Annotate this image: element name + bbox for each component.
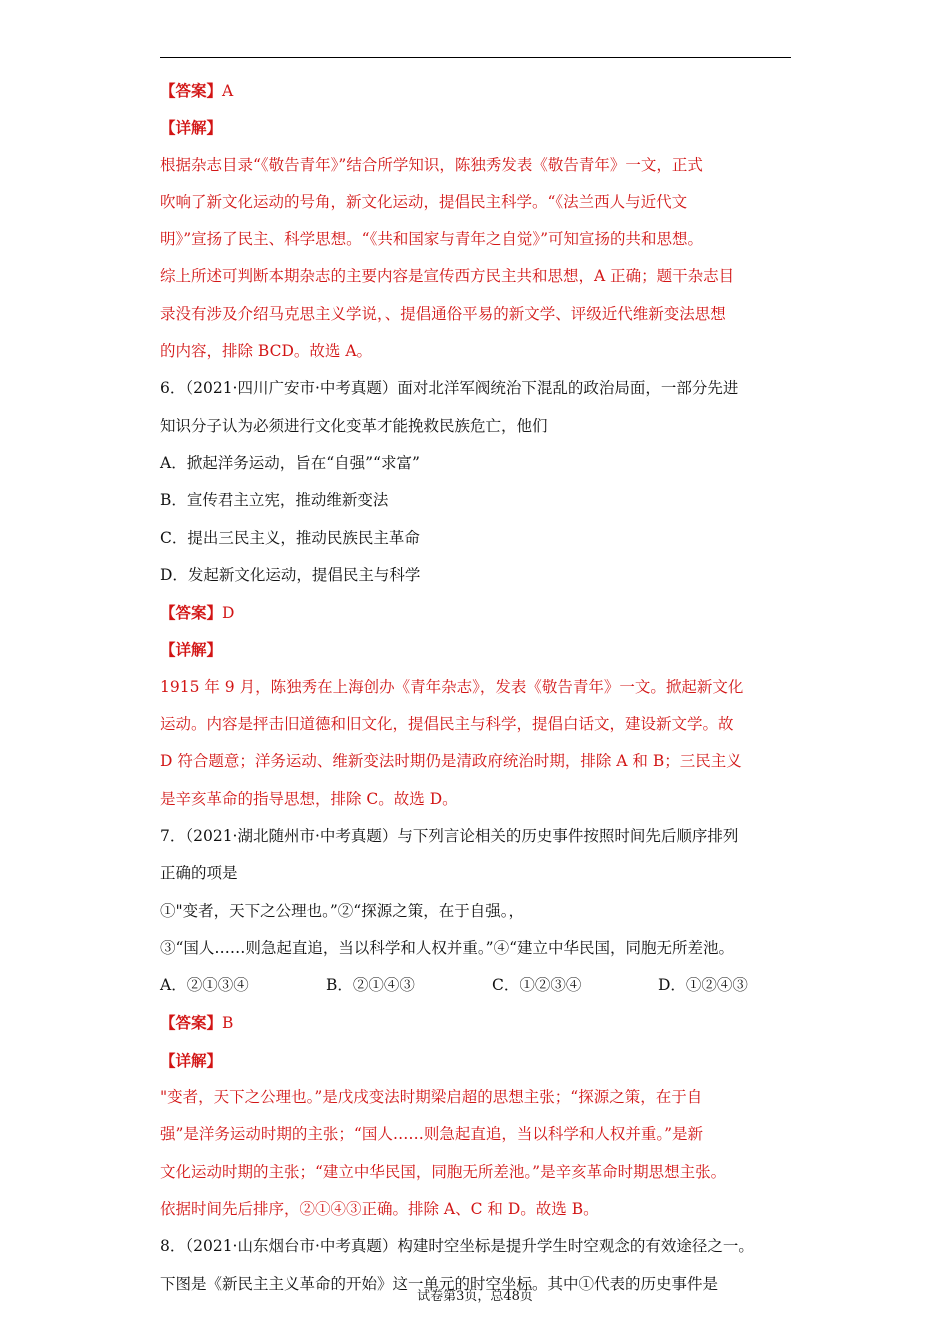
q7-answer <box>160 1004 800 1041</box>
q6-detail-line: 1915 年 9 月，陈独秀在上海创办《青年杂志》，发表《敬告青年》一文。掀起新文化 <box>160 677 744 696</box>
q7-detail-line: 文化运动时期的主张；“建立中华民国，同胞无所差池。”是辛亥革命时期思想主张。 <box>160 1162 727 1181</box>
q6-stem-line: 6．（2021·四川广安市·中考真题）面对北洋军阀统治下混乱的政治局面，一部分先进 <box>160 379 739 398</box>
page-footer: 试卷第3页，总48页 <box>417 1289 533 1304</box>
q5-detail-line: 吹响了新文化运动的号角，新文化运动，提倡民主科学。“《法兰西人与近代文 <box>160 192 688 211</box>
q6-detail-label <box>160 631 800 668</box>
q6-answer <box>160 594 800 631</box>
q7-stem-line: 正确的项是 <box>160 864 238 883</box>
q7-detail-line: 依据时间先后排序，②①④③正确。排除 A、C 和 D。故选 B。 <box>160 1199 599 1218</box>
answer-value: D <box>222 604 235 623</box>
answer-label: 【答案】 <box>160 81 223 100</box>
q7-option-c: C．①②③④ <box>492 976 582 995</box>
q8-stem-line: 8．（2021·山东烟台市·中考真题）构建时空坐标是提升学生时空观念的有效途径之一。 <box>160 1237 754 1256</box>
q8-stem-line: 下图是《新民主主义革命的开始》这一单元的时空坐标。其中①代表的历史事件是 <box>160 1274 719 1293</box>
q5-answer <box>160 72 800 109</box>
q6-detail-line: 是辛亥革命的指导思想，排除 C。故选 D。 <box>160 789 458 808</box>
q6-option-c: C．提出三民主义，推动民族民主革命 <box>160 528 420 547</box>
q7-detail-line: "变者，天下之公理也。”是戊戌变法时期梁启超的思想主张；“探源之策，在于自 <box>160 1088 703 1107</box>
q6-stem-line: 知识分子认为必须进行文化变革才能挽救民族危亡，他们 <box>160 416 548 435</box>
q6-option-a: A．掀起洋务运动，旨在“自强”“求富” <box>160 453 420 472</box>
header-rule <box>160 57 791 58</box>
q5-detail-line: 的内容，排除 BCD。故选 A。 <box>160 342 373 361</box>
q5-detail-line: 录没有涉及介绍马克思主义学说，、提倡通俗平易的新文学、评级近代维新变法思想 <box>160 304 726 323</box>
page-content <box>160 72 800 1303</box>
q5-detail-label <box>160 109 800 146</box>
q7-option-b: B．②①④③ <box>326 976 415 995</box>
detail-label: 【详解】 <box>160 1050 223 1070</box>
q7-stem-line: ①"变者，天下之公理也。”②“探源之策，在于自强。， <box>160 901 524 920</box>
answer-label: 【答案】 <box>160 1013 223 1033</box>
answer-value: B <box>222 1014 234 1033</box>
q5-detail-line: 根据杂志目录“《敬告青年》”结合所学知识，陈独秀发表《敬告青年》一文，正式 <box>160 155 703 174</box>
q5-detail-line: 明》”宣扬了民主、科学思想。“《共和国家与青年之自觉》”可知宣扬的共和思想。 <box>160 230 704 249</box>
q6-detail-line: D 符合题意；洋务运动、维新变法时期仍是清政府统治时期，排除 A 和 B；三民主义 <box>160 752 742 771</box>
q7-options <box>160 967 800 1004</box>
q7-option-a: A．②①③④ <box>160 976 249 995</box>
q7-stem-line: ③“国人……则急起直追，当以科学和人权并重。”④“建立中华民国，同胞无所差池。 <box>160 938 735 957</box>
detail-label: 【详解】 <box>160 118 223 138</box>
detail-label: 【详解】 <box>160 640 223 660</box>
q6-detail-line: 运动。内容是抨击旧道德和旧文化，提倡民主与科学，提倡白话文，建设新文学。故 <box>160 715 734 734</box>
answer-value: A <box>222 82 234 100</box>
q6-option-b: B．宣传君主立宪，推动维新变法 <box>160 491 389 510</box>
q6-option-d: D．发起新文化运动，提倡民主与科学 <box>160 565 421 584</box>
q7-detail-label <box>160 1042 800 1079</box>
q7-detail-line: 强”是洋务运动时期的主张；“国人……则急起直追，当以科学和人权并重。”是新 <box>160 1125 704 1144</box>
q5-detail-line: 综上所述可判断本期杂志的主要内容是宣传西方民主共和思想，A 正确；题干杂志目 <box>160 267 735 286</box>
q7-option-d: D．①②④③ <box>658 976 748 995</box>
q7-stem-line: 7．（2021·湖北随州市·中考真题）与下列言论相关的历史事件按照时间先后顺序排列 <box>160 826 739 845</box>
answer-label: 【答案】 <box>160 603 223 623</box>
